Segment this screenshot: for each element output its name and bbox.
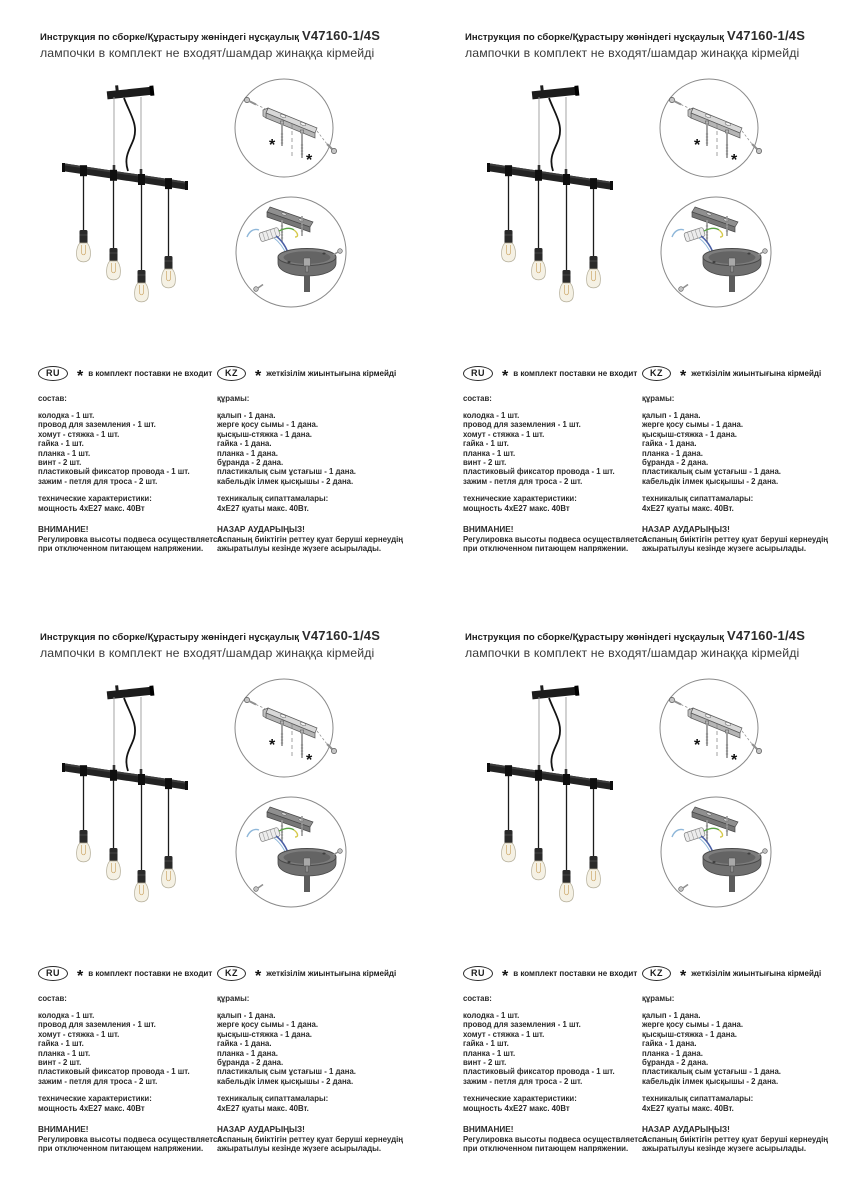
ru-lang-badge: RU	[463, 966, 493, 981]
ru-specs	[38, 1094, 218, 1113]
kz-warning-title: НАЗАР АУДАРЫҢЫЗ!	[642, 1125, 730, 1135]
header-subtitle: лампочки в комплект не входят/шамдар жинаққа кірмейді	[40, 646, 375, 660]
assembly-detail-drawings	[650, 70, 785, 318]
parts-list-item: қалып - 1 дана.	[642, 411, 701, 420]
parts-list-item: провод для заземления - 1 шт.	[38, 1020, 156, 1030]
header-subtitle: лампочки в комплект не входят/шамдар жинаққа кірмейді	[465, 646, 800, 660]
bulb-sockets	[505, 230, 598, 284]
edison-bulbs	[502, 243, 601, 302]
kz-warning-title: НАЗАР АУДАРЫҢЫЗ!	[642, 525, 730, 535]
panel-header	[40, 27, 380, 60]
parts-list-item: колодка - 1 шт.	[463, 411, 520, 420]
ru-parts-list	[38, 1011, 218, 1086]
parts-list-item: пластиковый фиксатор провода - 1 шт.	[38, 467, 190, 477]
ru-specs-title: технические характеристики:	[463, 494, 577, 504]
parts-list-item: пластикалық сым ұстағыш - 1 дана.	[217, 467, 356, 477]
parts-list-item: бұранда - 2 дана.	[217, 458, 284, 468]
parts-list-item: гайка - 1 шт.	[38, 1039, 84, 1049]
canopy-wiring-detail-circle	[236, 797, 346, 907]
parts-list-item: қалып - 1 дана.	[217, 1011, 276, 1020]
parts-list-item: планка - 1 шт.	[38, 448, 91, 458]
parts-list-item: хомут - стяжка - 1 шт.	[463, 429, 545, 439]
ru-specs-value: мощность 4хЕ27 макс. 40Вт	[38, 1103, 145, 1113]
kz-not-included-note: жеткізілім жиынтығына кірмейді	[266, 369, 397, 378]
ru-lang-badge: RU	[463, 366, 493, 381]
ru-lang-row	[463, 966, 643, 985]
pendant-lamp-drawing	[475, 80, 635, 320]
kz-lang-row	[642, 366, 848, 385]
ru-warning	[38, 525, 222, 554]
kz-specs	[217, 1094, 423, 1113]
header-subtitle: лампочки в комплект не входят/шамдар жинаққа кірмейді	[465, 46, 800, 60]
not-included-asterisk: *	[306, 752, 313, 769]
canopy-stem	[729, 876, 735, 892]
not-included-asterisk: *	[731, 152, 738, 169]
header-title: Инструкция по сборке/Құрастыру жөніндегі нұсқаулық	[465, 632, 724, 643]
kz-warning-line: Аспаның биіктігін реттеу қуат беруші кернеудің	[642, 534, 829, 544]
parts-list-item: қалып - 1 дана.	[642, 1011, 701, 1020]
ru-warning-line: Регулировка высоты подвеса осуществляется	[38, 1134, 222, 1144]
kz-specs-value: 4хЕ27 қуаты макс. 40Вт.	[217, 1103, 309, 1113]
kz-lang-badge: KZ	[642, 966, 671, 981]
canopy-wiring-detail-circle	[661, 197, 771, 307]
kz-parts-list	[642, 1011, 848, 1086]
not-included-asterisk: *	[694, 737, 701, 754]
kz-lang-badge: KZ	[642, 366, 671, 381]
ru-section	[38, 966, 222, 1154]
parts-list-item: пластикалық сым ұстағыш - 1 дана.	[642, 467, 781, 477]
header-title: Инструкция по сборке/Құрастыру жөніндегі нұсқаулық	[40, 32, 299, 43]
parts-list-item: колодка - 1 шт.	[463, 1011, 520, 1020]
power-cord	[549, 698, 560, 771]
not-included-asterisk: *	[731, 752, 738, 769]
ru-specs-value: мощность 4хЕ27 макс. 40Вт	[463, 503, 570, 513]
kz-parts-list	[217, 411, 423, 486]
ru-specs	[463, 494, 643, 513]
kz-specs-title: техникалық сипаттамалары:	[217, 1094, 329, 1104]
ru-parts-title: состав:	[463, 994, 492, 1003]
asterisk-icon: *	[680, 967, 687, 985]
ru-warning-line: при отключенном питающем напряжении.	[38, 1144, 204, 1154]
parts-list-item: зажим - петля для троса - 2 шт.	[463, 1076, 583, 1086]
parts-list-item: кабельдік ілмек қысқышы - 2 дана.	[642, 1076, 779, 1086]
asterisk-icon: *	[502, 367, 509, 385]
ru-lang-row	[38, 366, 218, 385]
canopy-stem	[304, 876, 310, 892]
kz-not-included-note: жеткізілім жиынтығына кірмейді	[266, 969, 397, 978]
pendant-cords	[84, 176, 169, 272]
kz-not-included-note: жеткізілім жиынтығына кірмейді	[691, 969, 822, 978]
parts-list-item: гайка - 1 дана.	[642, 439, 697, 449]
instruction-panel-1	[0, 0, 424, 600]
canopy-wiring-detail-circle	[236, 197, 346, 307]
parts-list-item: зажим - петля для троса - 2 шт.	[463, 476, 583, 486]
parts-list-item: гайка - 1 шт.	[463, 439, 509, 449]
parts-list-item: планка - 1 дана.	[217, 448, 278, 458]
kz-specs-title: техникалық сипаттамалары:	[642, 1094, 754, 1104]
parts-list-item: винт - 2 шт.	[38, 458, 82, 468]
ru-specs-title: технические характеристики:	[38, 494, 152, 504]
ru-specs-title: технические характеристики:	[38, 1094, 152, 1104]
ru-specs-title: технические характеристики:	[463, 1094, 577, 1104]
edison-bulbs	[77, 243, 176, 302]
kz-warning	[642, 525, 848, 553]
canopy-stem	[304, 276, 310, 292]
ru-parts-list	[38, 411, 218, 486]
parts-list-item: гайка - 1 шт.	[38, 439, 84, 449]
parts-list-item: гайка - 1 шт.	[463, 1039, 509, 1049]
parts-list-item: зажим - петля для троса - 2 шт.	[38, 476, 158, 486]
kz-warning-title: НАЗАР АУДАРЫҢЫЗ!	[217, 1125, 305, 1135]
kz-warning-line: ажыратылуы кезінде жүзеге асырылады.	[642, 544, 807, 554]
ru-warning-line: при отключенном питающем напряжении.	[463, 1144, 629, 1154]
kz-warning	[217, 1125, 423, 1153]
asterisk-icon: *	[77, 367, 84, 385]
kz-section	[217, 966, 423, 1153]
ru-parts-list	[463, 411, 643, 486]
ru-warning	[463, 525, 647, 554]
bulb-sockets	[505, 830, 598, 884]
kz-warning	[642, 1125, 848, 1153]
bulb-sockets	[80, 830, 173, 884]
kz-parts-title: құрамы:	[217, 394, 250, 403]
kz-lang-row	[642, 966, 848, 985]
parts-list-item: пластиковый фиксатор провода - 1 шт.	[463, 1067, 615, 1077]
ru-warning-title: ВНИМАНИЕ!	[463, 1125, 514, 1135]
ru-lang-row	[38, 966, 218, 985]
ru-lang-row	[463, 366, 643, 385]
asterisk-icon: *	[680, 367, 687, 385]
ru-parts-title: состав:	[463, 394, 492, 403]
assembly-detail-drawings	[650, 670, 785, 918]
ru-parts-list	[463, 1011, 643, 1086]
kz-lang-row	[217, 366, 423, 385]
ru-warning-line: Регулировка высоты подвеса осуществляется	[463, 534, 647, 544]
kz-specs	[642, 1094, 848, 1113]
header-title-line	[465, 27, 805, 45]
parts-list-item: провод для заземления - 1 шт.	[463, 1020, 581, 1030]
not-included-asterisk: *	[269, 737, 276, 754]
kz-warning-line: Аспаның биіктігін реттеу қуат беруші кернеудің	[217, 534, 404, 544]
kz-parts-title: құрамы:	[642, 994, 675, 1003]
parts-list-item: планка - 1 шт.	[463, 448, 516, 458]
bulb-sockets	[80, 230, 173, 284]
instruction-panel-3	[0, 600, 424, 1200]
ru-specs-value: мощность 4хЕ27 макс. 40Вт	[38, 503, 145, 513]
instruction-panel-2	[425, 0, 849, 600]
model-number: V47160-1/4S	[727, 628, 806, 643]
parts-list-item: қалып - 1 дана.	[217, 411, 276, 420]
power-cord	[124, 98, 135, 171]
header-title: Инструкция по сборке/Құрастыру жөніндегі нұсқаулық	[40, 632, 299, 643]
header-title-line	[40, 627, 380, 645]
parts-list-item: қысқыш-стяжка - 1 дана.	[642, 429, 737, 439]
kz-lang-badge: KZ	[217, 966, 246, 981]
parts-list-item: планка - 1 дана.	[642, 1048, 703, 1058]
model-number: V47160-1/4S	[302, 28, 381, 43]
kz-warning	[217, 525, 423, 553]
parts-list-item: зажим - петля для троса - 2 шт.	[38, 1076, 158, 1086]
parts-list-item: пластикалық сым ұстағыш - 1 дана.	[217, 1067, 356, 1077]
ru-lang-badge: RU	[38, 966, 68, 981]
parts-list-item: гайка - 1 дана.	[642, 1039, 697, 1049]
kz-parts-title: құрамы:	[217, 994, 250, 1003]
kz-specs-value: 4хЕ27 қуаты макс. 40Вт.	[642, 1103, 734, 1113]
kz-specs-title: техникалық сипаттамалары:	[217, 494, 329, 504]
parts-list-item: қысқыш-стяжка - 1 дана.	[642, 1029, 737, 1039]
parts-list-item: планка - 1 дана.	[217, 1048, 278, 1058]
ceiling-mount-plate	[531, 82, 579, 101]
ru-specs-value: мощность 4хЕ27 макс. 40Вт	[463, 1103, 570, 1113]
header-title-line	[465, 627, 805, 645]
asterisk-icon: *	[77, 967, 84, 985]
assembly-detail-drawings	[225, 70, 360, 318]
parts-list-item: провод для заземления - 1 шт.	[38, 420, 156, 430]
model-number: V47160-1/4S	[727, 28, 806, 43]
ru-warning-line: при отключенном питающем напряжении.	[463, 544, 629, 554]
kz-lang-badge: KZ	[217, 366, 246, 381]
bracket-detail-circle	[235, 79, 337, 177]
edison-bulbs	[77, 843, 176, 902]
pendant-cords	[509, 176, 594, 272]
parts-list-item: хомут - стяжка - 1 шт.	[38, 429, 120, 439]
pendant-lamp-drawing	[50, 80, 210, 320]
ru-warning-title: ВНИМАНИЕ!	[38, 525, 89, 535]
parts-list-item: пластиковый фиксатор провода - 1 шт.	[38, 1067, 190, 1077]
canopy-stem	[729, 276, 735, 292]
ru-parts-title: состав:	[38, 994, 67, 1003]
ru-specs	[38, 494, 218, 513]
ru-warning	[38, 1125, 222, 1154]
ru-parts-title: состав:	[38, 394, 67, 403]
parts-list-item: бұранда - 2 дана.	[642, 1058, 709, 1068]
kz-parts-list	[642, 411, 848, 486]
pendant-cords	[84, 776, 169, 872]
ru-warning-line: Регулировка высоты подвеса осуществляется	[38, 534, 222, 544]
ru-warning-line: Регулировка высоты подвеса осуществляется	[463, 1134, 647, 1144]
parts-list-item: бұранда - 2 дана.	[217, 1058, 284, 1068]
ceiling-mount-plate	[106, 682, 154, 701]
parts-list-item: планка - 1 дана.	[642, 448, 703, 458]
parts-list-item: кабельдік ілмек қысқышы - 2 дана.	[642, 476, 779, 486]
bracket-detail-circle	[660, 79, 762, 177]
ru-specs	[463, 1094, 643, 1113]
kz-warning-line: Аспаның биіктігін реттеу қуат беруші кернеудің	[642, 1134, 829, 1144]
panel-header	[465, 27, 805, 60]
panel-header	[40, 627, 380, 660]
parts-list-item: қысқыш-стяжка - 1 дана.	[217, 1029, 312, 1039]
panel-header	[465, 627, 805, 660]
parts-list-item: кабельдік ілмек қысқышы - 2 дана.	[217, 1076, 354, 1086]
kz-warning-title: НАЗАР АУДАРЫҢЫЗ!	[217, 525, 305, 535]
parts-list-item: планка - 1 шт.	[463, 1048, 516, 1058]
ru-not-included-note: в комплект поставки не входит	[513, 969, 638, 978]
parts-list-item: провод для заземления - 1 шт.	[463, 420, 581, 430]
power-cord	[124, 698, 135, 771]
kz-warning-line: ажыратылуы кезінде жүзеге асырылады.	[217, 1144, 382, 1154]
edison-bulbs	[502, 843, 601, 902]
ru-section	[38, 366, 222, 554]
parts-list-item: колодка - 1 шт.	[38, 411, 95, 420]
parts-list-item: жерге қосу сымы - 1 дана.	[642, 420, 744, 430]
ru-section	[463, 366, 647, 554]
parts-list-item: кабельдік ілмек қысқышы - 2 дана.	[217, 476, 354, 486]
header-title: Инструкция по сборке/Құрастыру жөніндегі нұсқаулық	[465, 32, 724, 43]
instruction-panel-4	[425, 600, 849, 1200]
ru-warning	[463, 1125, 647, 1154]
parts-list-item: хомут - стяжка - 1 шт.	[38, 1029, 120, 1039]
pendant-cords	[509, 776, 594, 872]
parts-list-item: жерге қосу сымы - 1 дана.	[217, 1020, 319, 1030]
kz-specs-title: техникалық сипаттамалары:	[642, 494, 754, 504]
parts-list-item: винт - 2 шт.	[463, 1058, 507, 1068]
ru-not-included-note: в комплект поставки не входит	[513, 369, 638, 378]
parts-list-item: винт - 2 шт.	[38, 1058, 82, 1068]
bracket-detail-circle	[235, 679, 337, 777]
ceiling-mount-plate	[106, 82, 154, 101]
asterisk-icon: *	[502, 967, 509, 985]
kz-parts-list	[217, 1011, 423, 1086]
kz-lang-row	[217, 966, 423, 985]
kz-parts-title: құрамы:	[642, 394, 675, 403]
assembly-detail-drawings	[225, 670, 360, 918]
kz-section	[217, 366, 423, 553]
parts-list-item: пластикалық сым ұстағыш - 1 дана.	[642, 1067, 781, 1077]
kz-specs-value: 4хЕ27 қуаты макс. 40Вт.	[217, 503, 309, 513]
parts-list-item: бұранда - 2 дана.	[642, 458, 709, 468]
pendant-lamp-drawing	[50, 680, 210, 920]
parts-list-item: пластиковый фиксатор провода - 1 шт.	[463, 467, 615, 477]
parts-list-item: планка - 1 шт.	[38, 1048, 91, 1058]
asterisk-icon: *	[255, 967, 262, 985]
kz-warning-line: ажыратылуы кезінде жүзеге асырылады.	[217, 544, 382, 554]
parts-list-item: гайка - 1 дана.	[217, 1039, 272, 1049]
ceiling-mount-plate	[531, 682, 579, 701]
model-number: V47160-1/4S	[302, 628, 381, 643]
parts-list-item: жерге қосу сымы - 1 дана.	[642, 1020, 744, 1030]
header-title-line	[40, 27, 380, 45]
kz-specs-value: 4хЕ27 қуаты макс. 40Вт.	[642, 503, 734, 513]
not-included-asterisk: *	[306, 152, 313, 169]
kz-warning-line: ажыратылуы кезінде жүзеге асырылады.	[642, 1144, 807, 1154]
ru-not-included-note: в комплект поставки не входит	[88, 369, 213, 378]
parts-list-item: колодка - 1 шт.	[38, 1011, 95, 1020]
parts-list-item: гайка - 1 дана.	[217, 439, 272, 449]
kz-not-included-note: жеткізілім жиынтығына кірмейді	[691, 369, 822, 378]
parts-list-item: жерге қосу сымы - 1 дана.	[217, 420, 319, 430]
ru-warning-line: при отключенном питающем напряжении.	[38, 544, 204, 554]
bracket-detail-circle	[660, 679, 762, 777]
canopy-wiring-detail-circle	[661, 797, 771, 907]
not-included-asterisk: *	[694, 137, 701, 154]
ru-warning-title: ВНИМАНИЕ!	[463, 525, 514, 535]
kz-specs	[642, 494, 848, 513]
ru-not-included-note: в комплект поставки не входит	[88, 969, 213, 978]
kz-warning-line: Аспаның биіктігін реттеу қуат беруші кернеудің	[217, 1134, 404, 1144]
power-cord	[549, 98, 560, 171]
asterisk-icon: *	[255, 367, 262, 385]
kz-specs	[217, 494, 423, 513]
parts-list-item: винт - 2 шт.	[463, 458, 507, 468]
parts-list-item: хомут - стяжка - 1 шт.	[463, 1029, 545, 1039]
parts-list-item: қысқыш-стяжка - 1 дана.	[217, 429, 312, 439]
ru-warning-title: ВНИМАНИЕ!	[38, 1125, 89, 1135]
ru-section	[463, 966, 647, 1154]
kz-section	[642, 366, 848, 553]
kz-section	[642, 966, 848, 1153]
pendant-lamp-drawing	[475, 680, 635, 920]
ru-lang-badge: RU	[38, 366, 68, 381]
not-included-asterisk: *	[269, 137, 276, 154]
header-subtitle: лампочки в комплект не входят/шамдар жинаққа кірмейді	[40, 46, 375, 60]
